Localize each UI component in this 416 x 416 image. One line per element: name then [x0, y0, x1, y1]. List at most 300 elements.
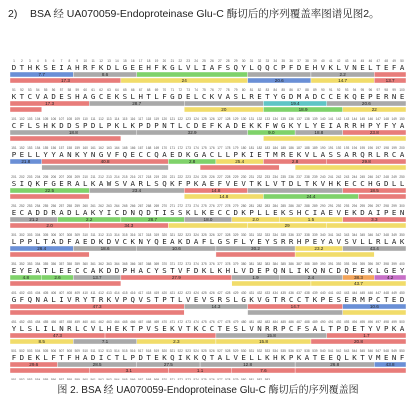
position-label: 199	[391, 146, 397, 150]
residue-letter: C	[146, 266, 151, 275]
coverage-bar-label: 15.8	[266, 333, 276, 338]
residue-letter: Q	[344, 266, 349, 275]
position-label: 79	[233, 88, 238, 92]
residue-letter: R	[249, 92, 254, 101]
residue-letter: D	[249, 266, 254, 275]
residue-letter: V	[122, 179, 128, 188]
residue-letter: D	[233, 121, 238, 130]
coverage-bar-label: 30.2	[251, 246, 260, 251]
position-label: 453	[27, 320, 33, 324]
position-label: 130	[240, 117, 247, 121]
position-label: 292	[336, 204, 342, 208]
residue-letter: A	[83, 92, 88, 101]
sequence-block	[10, 59, 406, 83]
residue-letter: N	[257, 324, 262, 333]
residue-letter: R	[281, 150, 286, 159]
residue-letter: T	[19, 63, 25, 72]
residue-letter: K	[241, 208, 246, 217]
position-label: 276	[209, 204, 215, 208]
residue-letter: D	[344, 324, 349, 333]
position-label: 38	[305, 59, 309, 63]
position-label: 482	[256, 320, 263, 324]
residue-letter: K	[209, 92, 215, 101]
residue-letter: A	[170, 237, 175, 246]
residue-letter: E	[376, 92, 381, 101]
position-label: 370	[161, 262, 168, 266]
position-label: 87	[297, 88, 301, 92]
residue-letter: R	[273, 324, 278, 333]
coverage-bar-label: 1.1	[196, 368, 204, 373]
residue-letter: K	[98, 237, 104, 246]
position-label: 471	[169, 320, 176, 324]
position-label: 80	[241, 88, 246, 92]
residue-letter: C	[19, 208, 25, 217]
coverage-bar-label: 8.6	[101, 72, 109, 77]
residue-letter: C	[114, 208, 120, 217]
residue-letter: L	[217, 150, 223, 159]
residue-letter: K	[178, 237, 183, 246]
position-label: 8	[68, 59, 71, 63]
position-label: 48	[384, 59, 388, 63]
position-label: 171	[169, 146, 176, 150]
position-label: 158	[66, 146, 73, 150]
position-label: 104	[35, 117, 41, 121]
position-label: 521	[169, 349, 176, 353]
position-label: 233	[264, 175, 271, 179]
position-label: 133	[264, 117, 271, 121]
residue-letter: R	[83, 63, 88, 72]
residue-letter: P	[265, 266, 270, 275]
position-label: 419	[153, 291, 160, 295]
position-label: 458	[66, 320, 73, 324]
position-label: 492	[336, 320, 342, 324]
position-label: 324	[193, 233, 199, 237]
residue-letter: Y	[265, 237, 270, 246]
residue-letter: C	[98, 92, 104, 101]
position-label: 303	[27, 233, 33, 237]
position-label: 223	[185, 175, 191, 179]
position-label: 310	[82, 233, 88, 237]
position-label: 373	[185, 262, 191, 266]
residue-letter: G	[170, 92, 175, 101]
residue-letter: T	[376, 63, 381, 72]
residue-letter: K	[281, 353, 286, 362]
position-label: 149	[391, 117, 397, 121]
position-label: 177	[217, 146, 223, 150]
residue-letter: A	[312, 324, 318, 333]
residue-letter: V	[368, 353, 373, 362]
residue-letter: S	[328, 150, 333, 159]
residue-letter: K	[352, 208, 357, 217]
position-label: 238	[304, 175, 310, 179]
residue-letter: R	[383, 92, 389, 101]
position-label: 92	[336, 88, 341, 92]
residue-letter: Q	[130, 295, 135, 304]
coverage-bar-label: 20.8	[354, 339, 363, 344]
coverage-bar-label: 14.7	[338, 78, 348, 83]
residue-letter: E	[162, 324, 167, 333]
coverage-bar-label: 1.7	[363, 333, 370, 338]
residue-letter: D	[106, 63, 112, 72]
coverage-bar	[295, 165, 406, 170]
position-label: 511	[90, 349, 96, 353]
position-label: 13	[107, 59, 111, 63]
position-label: 117	[138, 117, 144, 121]
residue-letter: P	[383, 208, 389, 217]
residue-letter: T	[281, 179, 286, 188]
position-label: 444	[351, 291, 358, 295]
residue-letter: A	[75, 179, 80, 188]
residue-letter: T	[154, 208, 159, 217]
position-label: 159	[74, 146, 80, 150]
position-label: 243	[343, 175, 350, 179]
residue-letter: K	[352, 353, 357, 362]
residue-letter: E	[130, 150, 135, 159]
coverage-bar-label: 18.5	[369, 188, 379, 193]
coverage-bar	[10, 107, 42, 112]
position-label: 81	[249, 88, 254, 92]
position-label: 100	[399, 88, 405, 92]
residue-letter: H	[75, 63, 80, 72]
position-label: 148	[383, 117, 389, 121]
position-label: 4	[36, 59, 39, 63]
position-label: 468	[145, 320, 152, 324]
residue-letter: R	[281, 295, 286, 304]
position-label: 16	[130, 59, 135, 63]
residue-letter: A	[43, 92, 48, 101]
residue-letter: E	[11, 266, 17, 275]
position-label: 154	[35, 146, 41, 150]
residue-letter: L	[399, 179, 405, 188]
residue-letter: L	[51, 295, 56, 304]
coverage-bar-label: 17.3	[60, 78, 70, 83]
residue-letter: D	[146, 121, 151, 130]
residue-letter: K	[90, 179, 96, 188]
position-label: 258	[66, 204, 73, 208]
residue-letter: S	[273, 237, 278, 246]
residue-letter: C	[106, 353, 112, 362]
residue-letter: P	[122, 295, 128, 304]
residue-letter: R	[281, 237, 286, 246]
residue-letter: S	[162, 266, 167, 275]
position-label: 317	[138, 233, 144, 237]
residue-letter: K	[368, 266, 373, 275]
position-label: 246	[367, 175, 374, 179]
position-label: 182	[256, 146, 263, 150]
residue-letter: G	[376, 179, 381, 188]
position-label: 342	[336, 233, 342, 237]
position-label: 461	[90, 320, 96, 324]
residue-letter: K	[249, 121, 254, 130]
residue-letter: R	[352, 295, 357, 304]
position-label: 114	[114, 117, 120, 121]
residue-letter: E	[185, 92, 191, 101]
coverage-bar-label: 26.8	[330, 362, 340, 367]
residue-letter: L	[146, 179, 151, 188]
residue-letter: D	[106, 237, 112, 246]
residue-letter: K	[257, 179, 262, 188]
residue-letter: A	[130, 179, 135, 188]
residue-letter: D	[59, 121, 64, 130]
residue-letter: L	[122, 353, 128, 362]
position-label: 132	[256, 117, 263, 121]
position-label: 398	[383, 262, 389, 266]
position-label: 339	[312, 233, 318, 237]
position-label: 336	[288, 233, 294, 237]
residue-letter: K	[217, 121, 223, 130]
coverage-bar-label: 14.8	[211, 188, 221, 193]
position-label: 473	[185, 320, 191, 324]
residue-letter: I	[98, 353, 104, 362]
position-label: 548	[383, 349, 389, 353]
position-label: 409	[74, 291, 80, 295]
residue-letter: H	[106, 324, 112, 333]
position-label: 57	[59, 88, 64, 92]
residue-letter: C	[27, 92, 33, 101]
residue-letter: A	[391, 237, 397, 246]
position-label: 417	[138, 291, 144, 295]
coverage-bar-label: 12.8	[243, 362, 253, 367]
position-label: 264	[114, 204, 120, 208]
residue-letter: D	[178, 150, 183, 159]
coverage-bar-label: 18.6	[100, 246, 110, 251]
residue-letter: L	[178, 295, 183, 304]
position-label: 523	[185, 349, 191, 353]
coverage-bar	[200, 165, 279, 170]
residue-letter: F	[178, 179, 183, 188]
residue-letter: L	[193, 208, 199, 217]
residue-letter: E	[391, 266, 397, 275]
residue-letter: E	[391, 208, 397, 217]
position-label: 22	[178, 59, 183, 63]
position-label: 262	[98, 204, 104, 208]
position-label: 125	[201, 117, 207, 121]
position-label: 513	[106, 349, 112, 353]
position-label: 512	[98, 349, 104, 353]
position-label: 14	[115, 59, 119, 63]
sequence-block	[10, 204, 406, 228]
residue-letter: V	[336, 208, 341, 217]
residue-letter: Y	[368, 324, 373, 333]
residue-letter: R	[67, 324, 72, 333]
residue-letter: T	[328, 324, 333, 333]
section-heading	[8, 7, 408, 21]
residue-letter: Q	[154, 237, 159, 246]
position-label: 403	[27, 291, 33, 295]
residue-letter: A	[399, 324, 405, 333]
position-label: 45	[360, 59, 365, 63]
position-label: 397	[375, 262, 381, 266]
position-label: 543	[343, 349, 350, 353]
residue-letter: D	[138, 353, 143, 362]
position-label: 265	[122, 204, 128, 208]
position-label: 380	[240, 262, 247, 266]
residue-letter: G	[217, 237, 223, 246]
position-label: 318	[145, 233, 152, 237]
coverage-bar-label: 29	[284, 223, 290, 228]
residue-letter: S	[225, 63, 231, 72]
position-label: 519	[153, 349, 160, 353]
position-label: 271	[169, 204, 176, 208]
residue-letter: L	[75, 324, 80, 333]
residue-letter: A	[201, 150, 207, 159]
position-label: 139	[312, 117, 318, 121]
position-label: 580	[240, 378, 247, 380]
position-label: 551	[11, 378, 17, 380]
residue-letter: S	[225, 237, 231, 246]
residue-letter: Q	[154, 150, 159, 159]
residue-letter: F	[43, 179, 48, 188]
position-label: 235	[280, 175, 286, 179]
position-label: 350	[399, 233, 405, 237]
position-label: 472	[177, 320, 183, 324]
position-label: 382	[256, 262, 263, 266]
position-label: 446	[367, 291, 374, 295]
position-label: 302	[19, 233, 25, 237]
position-label: 90	[321, 88, 325, 92]
position-label: 29	[233, 59, 238, 63]
residue-letter: E	[106, 92, 112, 101]
position-label: 425	[201, 291, 207, 295]
position-label: 536	[288, 349, 294, 353]
residue-letter: E	[257, 150, 262, 159]
residue-letter: T	[146, 353, 151, 362]
residue-letter: L	[360, 237, 365, 246]
section-number: 2)	[8, 8, 18, 20]
position-label: 325	[201, 233, 207, 237]
residue-letter: Y	[19, 266, 25, 275]
position-label: 346	[367, 233, 374, 237]
residue-letter: Q	[27, 179, 33, 188]
position-label: 86	[289, 88, 293, 92]
position-label: 552	[19, 378, 25, 380]
residue-letter: E	[328, 295, 333, 304]
position-label: 483	[264, 320, 271, 324]
position-label: 176	[209, 146, 215, 150]
residue-letter: E	[241, 353, 246, 362]
position-label: 495	[359, 320, 366, 324]
position-label: 545	[359, 349, 366, 353]
position-label: 208	[66, 175, 73, 179]
coverage-bar-label: 7.6	[260, 368, 267, 373]
position-label: 549	[391, 349, 397, 353]
position-label: 218	[145, 175, 152, 179]
position-label: 331	[248, 233, 255, 237]
position-label: 145	[359, 117, 366, 121]
position-label: 327	[217, 233, 223, 237]
position-label: 27	[218, 59, 222, 63]
residue-letter: K	[288, 121, 294, 130]
coverage-bar-label: 40.8	[100, 159, 110, 164]
residue-letter: K	[281, 208, 286, 217]
position-label: 62	[99, 88, 103, 92]
residue-letter: Q	[336, 353, 341, 362]
position-label: 174	[193, 146, 199, 150]
residue-letter: F	[217, 179, 223, 188]
residue-letter: V	[90, 324, 96, 333]
residue-letter: D	[90, 237, 96, 246]
residue-letter: E	[154, 353, 159, 362]
residue-letter: D	[11, 63, 17, 72]
position-label: 487	[296, 320, 302, 324]
residue-letter: D	[67, 208, 72, 217]
position-label: 28	[226, 59, 230, 63]
position-label: 394	[351, 262, 358, 266]
position-label: 497	[375, 320, 381, 324]
residue-letter: L	[114, 63, 120, 72]
position-label: 434	[272, 291, 278, 295]
residue-letter: T	[360, 324, 365, 333]
residue-letter: K	[304, 266, 310, 275]
position-label: 542	[336, 349, 342, 353]
residue-letter: A	[75, 237, 80, 246]
residue-letter: E	[59, 92, 64, 101]
position-label: 326	[209, 233, 215, 237]
residue-letter: C	[225, 208, 231, 217]
residue-letter: E	[193, 295, 199, 304]
position-label: 73	[186, 88, 190, 92]
residue-letter: E	[391, 295, 397, 304]
position-label: 209	[74, 175, 80, 179]
position-label: 204	[35, 175, 41, 179]
position-label: 338	[304, 233, 310, 237]
residue-letter: V	[185, 63, 191, 72]
position-label: 237	[296, 175, 302, 179]
position-label: 360	[82, 262, 88, 266]
residue-letter: F	[352, 266, 357, 275]
position-label: 414	[114, 291, 120, 295]
coverage-bar	[184, 101, 263, 106]
position-label: 300	[399, 204, 405, 208]
residue-letter: L	[391, 179, 397, 188]
position-label: 121	[169, 117, 176, 121]
residue-letter: Q	[201, 353, 207, 362]
residue-letter: D	[383, 179, 389, 188]
position-label: 384	[272, 262, 278, 266]
residue-letter: V	[352, 237, 357, 246]
residue-letter: A	[328, 237, 333, 246]
residue-letter: L	[27, 150, 33, 159]
coverage-bar-label: 10.6	[171, 246, 181, 251]
residue-letter: H	[296, 208, 302, 217]
residue-letter: T	[265, 150, 270, 159]
position-label: 390	[320, 262, 326, 266]
residue-letter: K	[98, 63, 104, 72]
residue-letter: V	[304, 150, 310, 159]
residue-letter: V	[241, 266, 246, 275]
position-label: 437	[296, 291, 302, 295]
position-label: 341	[328, 233, 334, 237]
position-label: 82	[257, 88, 262, 92]
position-label: 488	[304, 320, 310, 324]
position-label: 254	[35, 204, 41, 208]
residue-letter: Y	[83, 295, 88, 304]
residue-letter: A	[225, 92, 231, 101]
residue-letter: V	[320, 63, 326, 72]
residue-letter: K	[170, 179, 175, 188]
position-label: 456	[50, 320, 57, 324]
residue-letter: A	[399, 63, 405, 72]
position-label: 98	[384, 88, 388, 92]
position-label: 441	[328, 291, 334, 295]
residue-letter: A	[320, 150, 326, 159]
position-label: 447	[375, 291, 381, 295]
position-label: 84	[273, 88, 278, 92]
position-label: 112	[98, 117, 104, 121]
position-label: 412	[98, 291, 104, 295]
residue-letter: E	[352, 324, 357, 333]
residue-letter: E	[11, 208, 17, 217]
